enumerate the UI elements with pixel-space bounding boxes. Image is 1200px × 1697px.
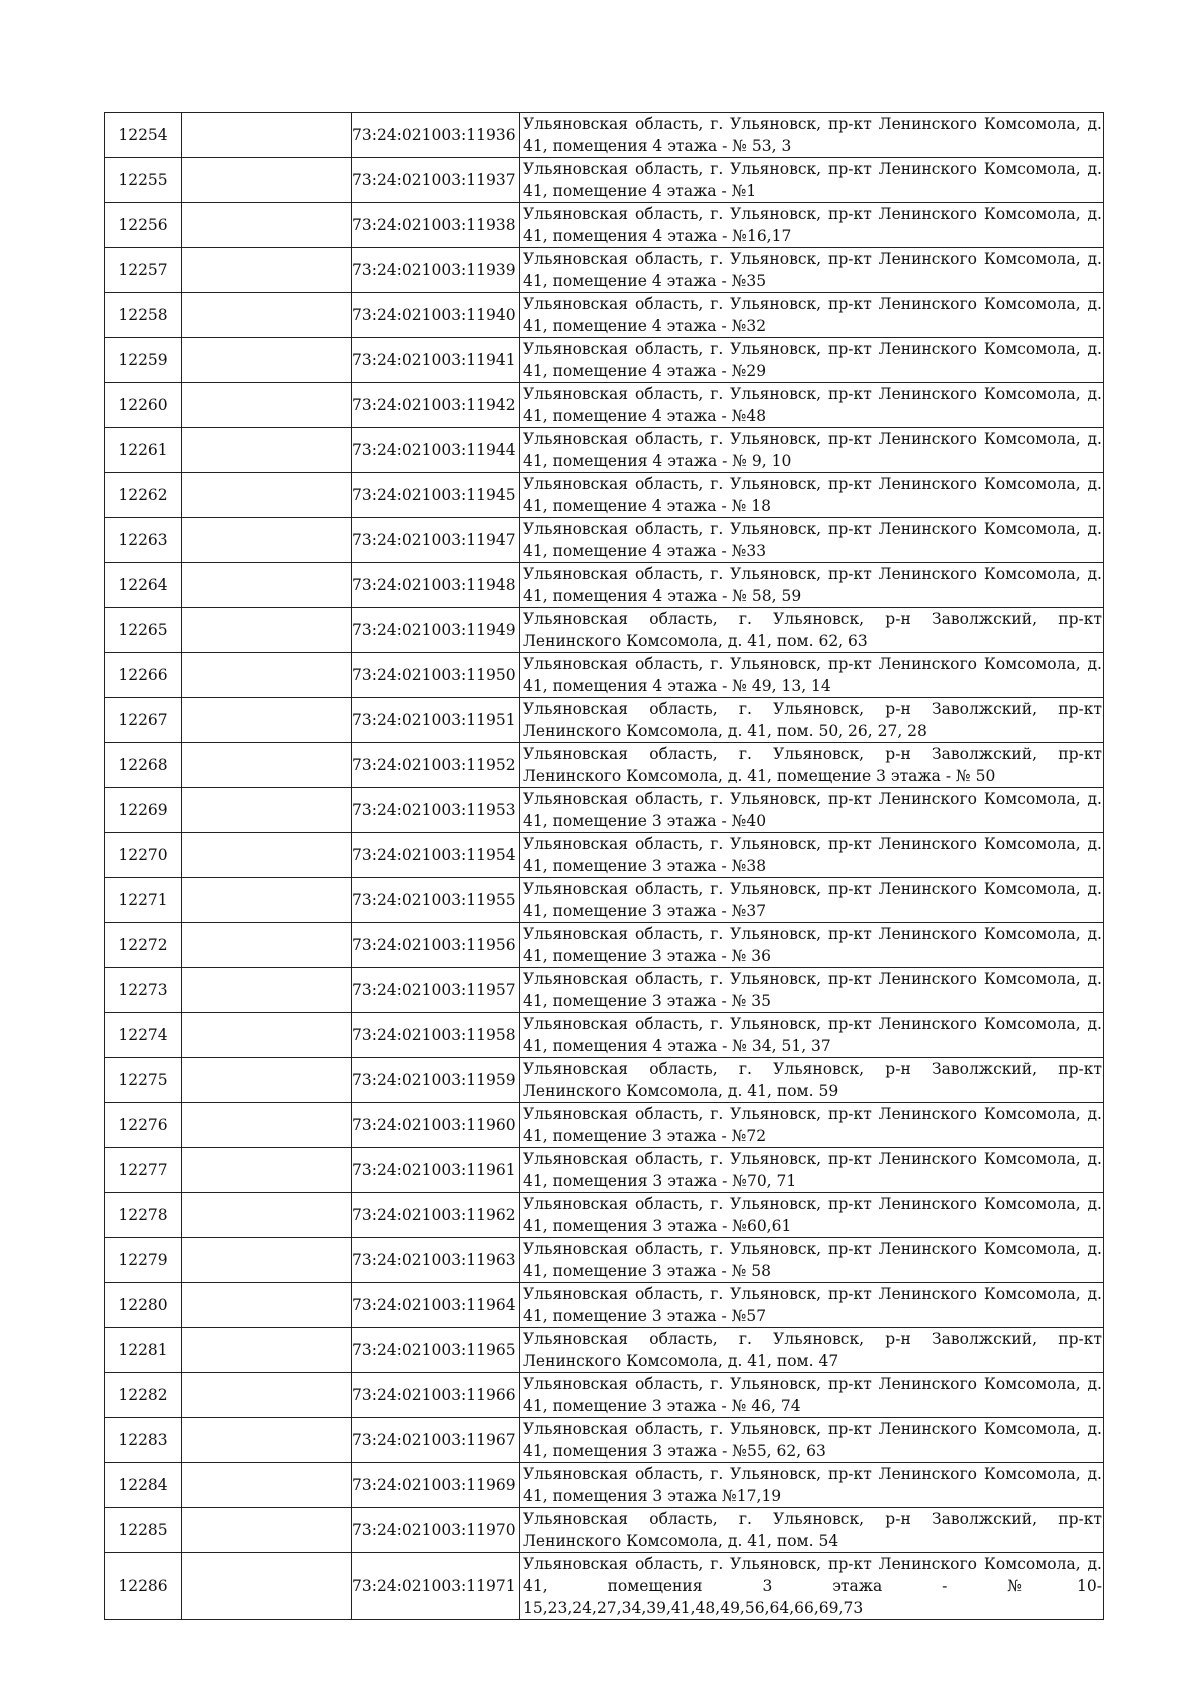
cadastral-number-cell: 73:24:021003:11957 bbox=[352, 968, 520, 1013]
row-number-cell: 12277 bbox=[105, 1148, 182, 1193]
address-cell: Ульяновская область, г. Ульяновск, пр-кт Ленинского Комсомола, д. 41, помещения 4 этажа - № 58, 59 bbox=[520, 563, 1104, 608]
cadastral-number-cell: 73:24:021003:11961 bbox=[352, 1148, 520, 1193]
row-number-cell: 12272 bbox=[105, 923, 182, 968]
table-row bbox=[105, 1418, 1104, 1463]
table-row bbox=[105, 1103, 1104, 1148]
cadastral-number-cell: 73:24:021003:11955 bbox=[352, 878, 520, 923]
address-cell: Ульяновская область, г. Ульяновск, пр-кт Ленинского Комсомола, д. 41, помещение 4 этажа - №32 bbox=[520, 293, 1104, 338]
row-number-cell: 12270 bbox=[105, 833, 182, 878]
cadastral-number-cell: 73:24:021003:11964 bbox=[352, 1283, 520, 1328]
table-row bbox=[105, 203, 1104, 248]
address-cell: Ульяновская область, г. Ульяновск, пр-кт Ленинского Комсомола, д. 41, помещение 3 этажа - №37 bbox=[520, 878, 1104, 923]
row-number-cell: 12282 bbox=[105, 1373, 182, 1418]
address-cell: Ульяновская область, г. Ульяновск, р-н Заволжский, пр-кт Ленинского Комсомола, д. 41, пом. 47 bbox=[520, 1328, 1104, 1373]
table-row bbox=[105, 338, 1104, 383]
cadastral-number-cell: 73:24:021003:11951 bbox=[352, 698, 520, 743]
row-number-cell: 12273 bbox=[105, 968, 182, 1013]
empty-cell bbox=[182, 428, 352, 473]
address-cell: Ульяновская область, г. Ульяновск, пр-кт Ленинского Комсомола, д. 41, помещения 3 этажа - №10-15,23,24,27,34,39,41,48,49,56,64,66,69,73 bbox=[520, 1553, 1104, 1620]
cadastral-number-cell: 73:24:021003:11971 bbox=[352, 1553, 520, 1620]
row-number-cell: 12281 bbox=[105, 1328, 182, 1373]
empty-cell bbox=[182, 833, 352, 878]
table-row bbox=[105, 1283, 1104, 1328]
table-row bbox=[105, 923, 1104, 968]
cadastral-number-cell: 73:24:021003:11950 bbox=[352, 653, 520, 698]
row-number-cell: 12256 bbox=[105, 203, 182, 248]
row-number-cell: 12279 bbox=[105, 1238, 182, 1283]
empty-cell bbox=[182, 473, 352, 518]
table-row bbox=[105, 473, 1104, 518]
cadastral-number-cell: 73:24:021003:11953 bbox=[352, 788, 520, 833]
address-cell: Ульяновская область, г. Ульяновск, пр-кт Ленинского Комсомола, д. 41, помещение 4 этажа - №1 bbox=[520, 158, 1104, 203]
row-number-cell: 12261 bbox=[105, 428, 182, 473]
address-cell: Ульяновская область, г. Ульяновск, пр-кт Ленинского Комсомола, д. 41, помещение 4 этажа - №29 bbox=[520, 338, 1104, 383]
cadastral-number-cell: 73:24:021003:11938 bbox=[352, 203, 520, 248]
row-number-cell: 12280 bbox=[105, 1283, 182, 1328]
empty-cell bbox=[182, 563, 352, 608]
row-number-cell: 12269 bbox=[105, 788, 182, 833]
address-cell: Ульяновская область, г. Ульяновск, пр-кт Ленинского Комсомола, д. 41, помещения 3 этажа - №70, 71 bbox=[520, 1148, 1104, 1193]
cadastral-number-cell: 73:24:021003:11944 bbox=[352, 428, 520, 473]
address-cell: Ульяновская область, г. Ульяновск, пр-кт Ленинского Комсомола, д. 41, помещения 3 этажа №17,19 bbox=[520, 1463, 1104, 1508]
empty-cell bbox=[182, 1283, 352, 1328]
table-row bbox=[105, 293, 1104, 338]
table-row bbox=[105, 1238, 1104, 1283]
empty-cell bbox=[182, 1553, 352, 1620]
empty-cell bbox=[182, 1463, 352, 1508]
address-cell: Ульяновская область, г. Ульяновск, пр-кт Ленинского Комсомола, д. 41, помещения 4 этажа - № 34, 51, 37 bbox=[520, 1013, 1104, 1058]
cadastral-number-cell: 73:24:021003:11940 bbox=[352, 293, 520, 338]
address-cell: Ульяновская область, г. Ульяновск, пр-кт Ленинского Комсомола, д. 41, помещение 4 этажа - №35 bbox=[520, 248, 1104, 293]
table-row bbox=[105, 968, 1104, 1013]
empty-cell bbox=[182, 1418, 352, 1463]
row-number-cell: 12254 bbox=[105, 113, 182, 158]
row-number-cell: 12274 bbox=[105, 1013, 182, 1058]
cadastral-table bbox=[104, 112, 1104, 1620]
row-number-cell: 12262 bbox=[105, 473, 182, 518]
cadastral-number-cell: 73:24:021003:11969 bbox=[352, 1463, 520, 1508]
row-number-cell: 12286 bbox=[105, 1553, 182, 1620]
table-row bbox=[105, 563, 1104, 608]
table-row bbox=[105, 158, 1104, 203]
table-row bbox=[105, 698, 1104, 743]
empty-cell bbox=[182, 1328, 352, 1373]
row-number-cell: 12284 bbox=[105, 1463, 182, 1508]
address-cell: Ульяновская область, г. Ульяновск, пр-кт Ленинского Комсомола, д. 41, помещения 4 этажа - №16,17 bbox=[520, 203, 1104, 248]
address-cell: Ульяновская область, г. Ульяновск, пр-кт Ленинского Комсомола, д. 41, помещение 4 этажа - № 18 bbox=[520, 473, 1104, 518]
empty-cell bbox=[182, 1058, 352, 1103]
table-row bbox=[105, 1058, 1104, 1103]
cadastral-number-cell: 73:24:021003:11963 bbox=[352, 1238, 520, 1283]
cadastral-number-cell: 73:24:021003:11945 bbox=[352, 473, 520, 518]
empty-cell bbox=[182, 113, 352, 158]
cadastral-number-cell: 73:24:021003:11965 bbox=[352, 1328, 520, 1373]
cadastral-number-cell: 73:24:021003:11952 bbox=[352, 743, 520, 788]
table-row bbox=[105, 1148, 1104, 1193]
cadastral-number-cell: 73:24:021003:11956 bbox=[352, 923, 520, 968]
cadastral-number-cell: 73:24:021003:11954 bbox=[352, 833, 520, 878]
table-row bbox=[105, 1328, 1104, 1373]
cadastral-number-cell: 73:24:021003:11948 bbox=[352, 563, 520, 608]
empty-cell bbox=[182, 1508, 352, 1553]
address-cell: Ульяновская область, г. Ульяновск, пр-кт Ленинского Комсомола, д. 41, помещения 3 этажа - №60,61 bbox=[520, 1193, 1104, 1238]
table-row bbox=[105, 878, 1104, 923]
address-cell: Ульяновская область, г. Ульяновск, пр-кт Ленинского Комсомола, д. 41, помещение 3 этажа - № 58 bbox=[520, 1238, 1104, 1283]
table-row bbox=[105, 1463, 1104, 1508]
row-number-cell: 12268 bbox=[105, 743, 182, 788]
row-number-cell: 12266 bbox=[105, 653, 182, 698]
table-row bbox=[105, 653, 1104, 698]
empty-cell bbox=[182, 788, 352, 833]
row-number-cell: 12259 bbox=[105, 338, 182, 383]
empty-cell bbox=[182, 1193, 352, 1238]
empty-cell bbox=[182, 1238, 352, 1283]
empty-cell bbox=[182, 1103, 352, 1148]
row-number-cell: 12285 bbox=[105, 1508, 182, 1553]
empty-cell bbox=[182, 923, 352, 968]
row-number-cell: 12263 bbox=[105, 518, 182, 563]
table-row bbox=[105, 608, 1104, 653]
address-cell: Ульяновская область, г. Ульяновск, пр-кт Ленинского Комсомола, д. 41, помещение 3 этажа - № 46, 74 bbox=[520, 1373, 1104, 1418]
empty-cell bbox=[182, 878, 352, 923]
cadastral-number-cell: 73:24:021003:11966 bbox=[352, 1373, 520, 1418]
address-cell: Ульяновская область, г. Ульяновск, пр-кт Ленинского Комсомола, д. 41, помещение 3 этажа - №72 bbox=[520, 1103, 1104, 1148]
cadastral-number-cell: 73:24:021003:11936 bbox=[352, 113, 520, 158]
cadastral-number-cell: 73:24:021003:11960 bbox=[352, 1103, 520, 1148]
empty-cell bbox=[182, 1148, 352, 1193]
table-row bbox=[105, 743, 1104, 788]
table-row bbox=[105, 833, 1104, 878]
address-cell: Ульяновская область, г. Ульяновск, р-н Заволжский, пр-кт Ленинского Комсомола, д. 41, пом. 62, 63 bbox=[520, 608, 1104, 653]
empty-cell bbox=[182, 383, 352, 428]
empty-cell bbox=[182, 338, 352, 383]
address-cell: Ульяновская область, г. Ульяновск, пр-кт Ленинского Комсомола, д. 41, помещение 4 этажа - №48 bbox=[520, 383, 1104, 428]
empty-cell bbox=[182, 968, 352, 1013]
cadastral-number-cell: 73:24:021003:11967 bbox=[352, 1418, 520, 1463]
address-cell: Ульяновская область, г. Ульяновск, пр-кт Ленинского Комсомола, д. 41, помещение 3 этажа - № 35 bbox=[520, 968, 1104, 1013]
cadastral-number-cell: 73:24:021003:11942 bbox=[352, 383, 520, 428]
empty-cell bbox=[182, 293, 352, 338]
row-number-cell: 12265 bbox=[105, 608, 182, 653]
cadastral-number-cell: 73:24:021003:11949 bbox=[352, 608, 520, 653]
table-row bbox=[105, 113, 1104, 158]
address-cell: Ульяновская область, г. Ульяновск, пр-кт Ленинского Комсомола, д. 41, помещения 4 этажа - № 9, 10 bbox=[520, 428, 1104, 473]
address-cell: Ульяновская область, г. Ульяновск, р-н Заволжский, пр-кт Ленинского Комсомола, д. 41, помещение 3 этажа - № 50 bbox=[520, 743, 1104, 788]
table-row bbox=[105, 1373, 1104, 1418]
cadastral-number-cell: 73:24:021003:11970 bbox=[352, 1508, 520, 1553]
row-number-cell: 12275 bbox=[105, 1058, 182, 1103]
address-cell: Ульяновская область, г. Ульяновск, пр-кт Ленинского Комсомола, д. 41, помещения 4 этажа - № 53, 3 bbox=[520, 113, 1104, 158]
row-number-cell: 12257 bbox=[105, 248, 182, 293]
cadastral-number-cell: 73:24:021003:11939 bbox=[352, 248, 520, 293]
address-cell: Ульяновская область, г. Ульяновск, пр-кт Ленинского Комсомола, д. 41, помещение 4 этажа - №33 bbox=[520, 518, 1104, 563]
address-cell: Ульяновская область, г. Ульяновск, р-н Заволжский, пр-кт Ленинского Комсомола, д. 41, пом. 50, 26, 27, 28 bbox=[520, 698, 1104, 743]
cadastral-number-cell: 73:24:021003:11941 bbox=[352, 338, 520, 383]
cadastral-number-cell: 73:24:021003:11958 bbox=[352, 1013, 520, 1058]
row-number-cell: 12255 bbox=[105, 158, 182, 203]
table-row bbox=[105, 248, 1104, 293]
row-number-cell: 12260 bbox=[105, 383, 182, 428]
empty-cell bbox=[182, 653, 352, 698]
empty-cell bbox=[182, 698, 352, 743]
empty-cell bbox=[182, 158, 352, 203]
table-row bbox=[105, 1508, 1104, 1553]
address-cell: Ульяновская область, г. Ульяновск, пр-кт Ленинского Комсомола, д. 41, помещение 3 этажа - №40 bbox=[520, 788, 1104, 833]
row-number-cell: 12271 bbox=[105, 878, 182, 923]
table-row bbox=[105, 1193, 1104, 1238]
empty-cell bbox=[182, 1373, 352, 1418]
table-row bbox=[105, 428, 1104, 473]
empty-cell bbox=[182, 518, 352, 563]
row-number-cell: 12283 bbox=[105, 1418, 182, 1463]
empty-cell bbox=[182, 743, 352, 788]
table-row bbox=[105, 788, 1104, 833]
empty-cell bbox=[182, 248, 352, 293]
cadastral-number-cell: 73:24:021003:11937 bbox=[352, 158, 520, 203]
cadastral-number-cell: 73:24:021003:11962 bbox=[352, 1193, 520, 1238]
address-cell: Ульяновская область, г. Ульяновск, пр-кт Ленинского Комсомола, д. 41, помещение 3 этажа - №38 bbox=[520, 833, 1104, 878]
row-number-cell: 12267 bbox=[105, 698, 182, 743]
empty-cell bbox=[182, 608, 352, 653]
address-cell: Ульяновская область, г. Ульяновск, р-н Заволжский, пр-кт Ленинского Комсомола, д. 41, пом. 59 bbox=[520, 1058, 1104, 1103]
row-number-cell: 12264 bbox=[105, 563, 182, 608]
row-number-cell: 12258 bbox=[105, 293, 182, 338]
table-row bbox=[105, 383, 1104, 428]
empty-cell bbox=[182, 203, 352, 248]
address-cell: Ульяновская область, г. Ульяновск, пр-кт Ленинского Комсомола, д. 41, помещения 4 этажа - № 49, 13, 14 bbox=[520, 653, 1104, 698]
empty-cell bbox=[182, 1013, 352, 1058]
table-row bbox=[105, 1013, 1104, 1058]
row-number-cell: 12278 bbox=[105, 1193, 182, 1238]
cadastral-number-cell: 73:24:021003:11959 bbox=[352, 1058, 520, 1103]
address-cell: Ульяновская область, г. Ульяновск, р-н Заволжский, пр-кт Ленинского Комсомола, д. 41, пом. 54 bbox=[520, 1508, 1104, 1553]
row-number-cell: 12276 bbox=[105, 1103, 182, 1148]
table-body bbox=[105, 113, 1104, 1620]
cadastral-number-cell: 73:24:021003:11947 bbox=[352, 518, 520, 563]
table-row bbox=[105, 1553, 1104, 1620]
address-cell: Ульяновская область, г. Ульяновск, пр-кт Ленинского Комсомола, д. 41, помещения 3 этажа - №55, 62, 63 bbox=[520, 1418, 1104, 1463]
table-row bbox=[105, 518, 1104, 563]
address-cell: Ульяновская область, г. Ульяновск, пр-кт Ленинского Комсомола, д. 41, помещение 3 этажа - № 36 bbox=[520, 923, 1104, 968]
address-cell: Ульяновская область, г. Ульяновск, пр-кт Ленинского Комсомола, д. 41, помещение 3 этажа - №57 bbox=[520, 1283, 1104, 1328]
